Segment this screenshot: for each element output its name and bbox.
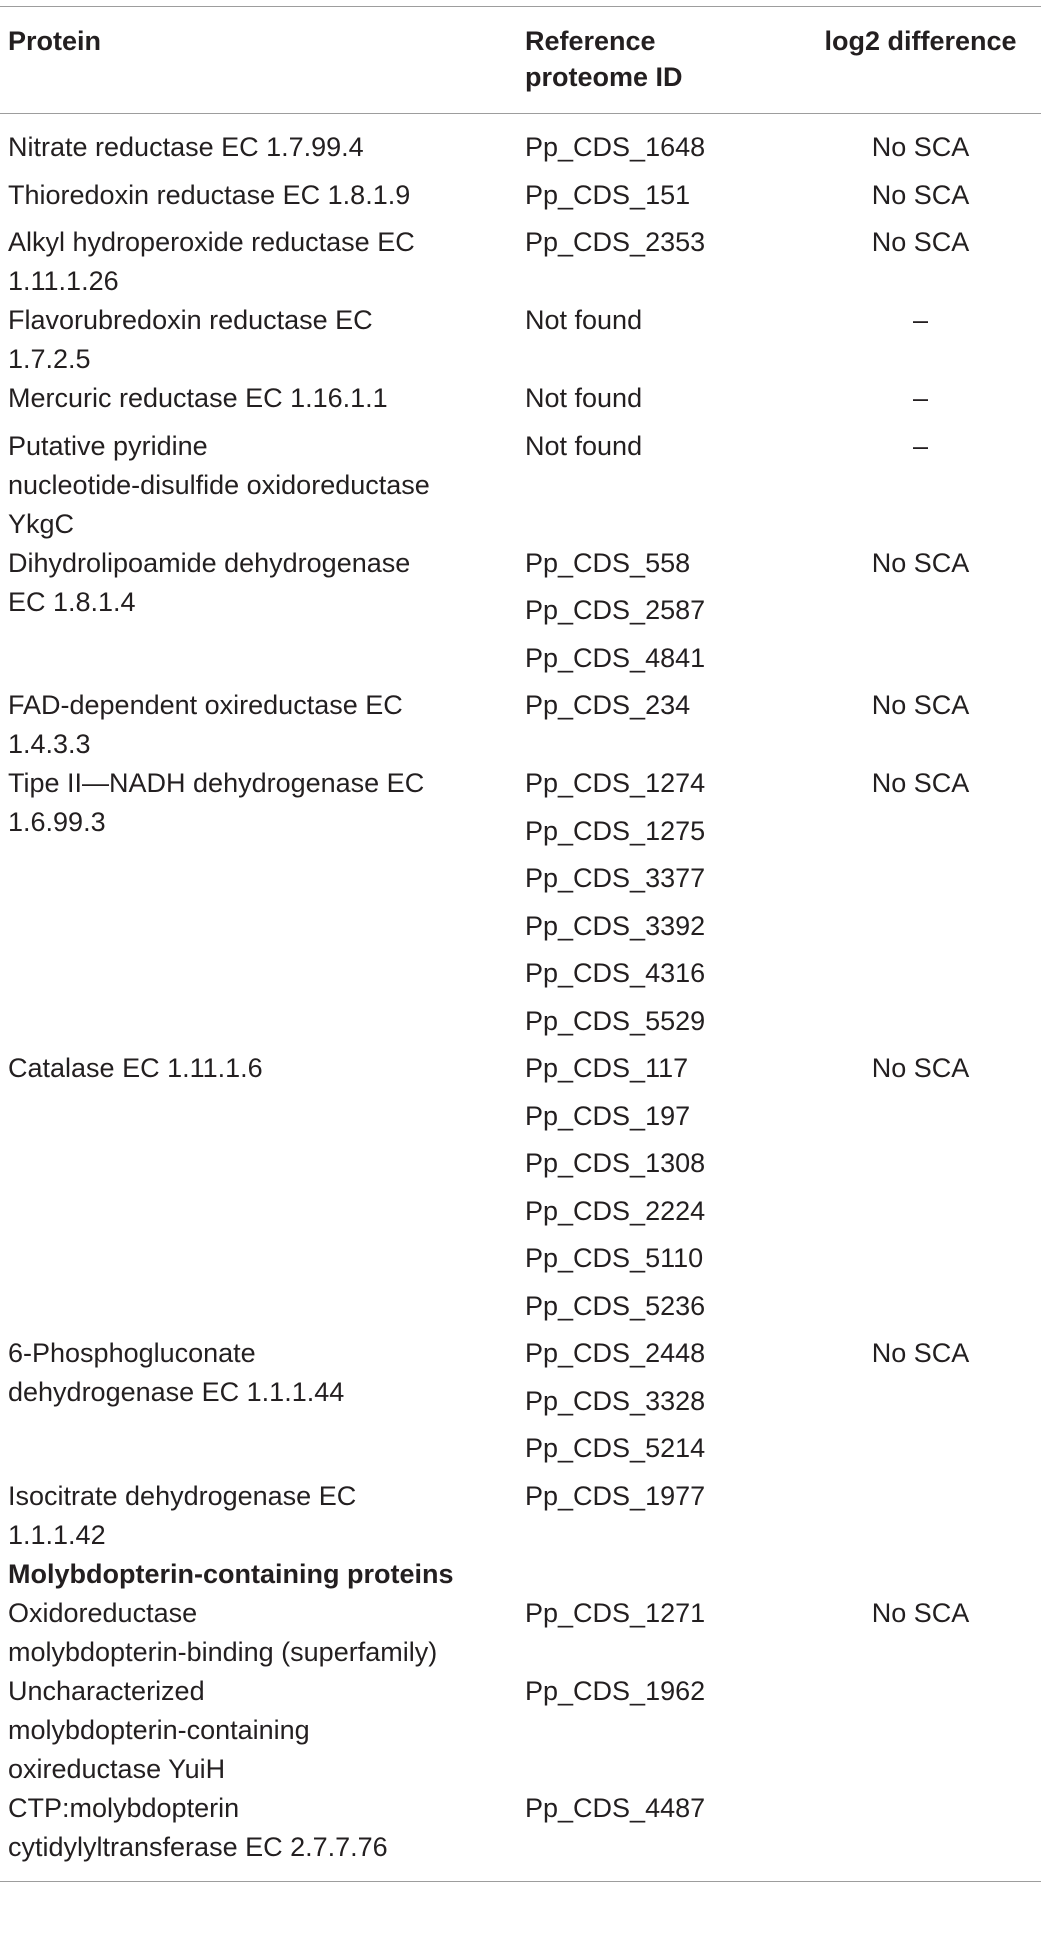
log2-difference-value: No SCA bbox=[871, 547, 970, 578]
reference-id: Pp_CDS_1977 bbox=[525, 1480, 706, 1511]
reference-id: Pp_CDS_1271 bbox=[525, 1597, 706, 1628]
protein-cell bbox=[0, 1594, 517, 1672]
protein-cell bbox=[0, 1477, 517, 1555]
reference-id-cell bbox=[517, 1789, 800, 1882]
log2-difference-cell bbox=[800, 686, 1041, 764]
table-row bbox=[0, 427, 1041, 544]
log2-difference-value: – bbox=[912, 383, 929, 413]
reference-id: Not found bbox=[525, 383, 643, 413]
protein-cell bbox=[0, 544, 517, 687]
protein-name-line: CTP:molybdopterin bbox=[8, 1792, 240, 1823]
protein-name-line: 1.7.2.5 bbox=[8, 344, 91, 374]
protein-name-line: FAD-dependent oxireductase EC bbox=[8, 690, 403, 720]
log2-difference-cell bbox=[800, 544, 1041, 687]
table-header bbox=[0, 7, 1041, 114]
reference-id: Pp_CDS_4316 bbox=[525, 958, 706, 988]
reference-id-cell bbox=[517, 223, 800, 301]
reference-id-cell bbox=[517, 1049, 800, 1334]
data-table-container bbox=[0, 6, 1041, 1882]
protein-name-line: Tipe II—NADH dehydrogenase EC bbox=[8, 768, 425, 798]
reference-id: Pp_CDS_1274 bbox=[525, 768, 706, 798]
table-row bbox=[0, 1334, 1041, 1477]
reference-id-cell bbox=[517, 427, 800, 544]
table-body bbox=[0, 114, 1041, 1882]
log2-difference-cell bbox=[800, 1477, 1041, 1555]
reference-id: Pp_CDS_3392 bbox=[525, 910, 706, 941]
log2-difference-value: No SCA bbox=[871, 690, 970, 720]
reference-id-cell bbox=[517, 176, 800, 224]
reference-id: Pp_CDS_558 bbox=[525, 547, 691, 578]
table-row bbox=[0, 1477, 1041, 1555]
protein-name-line: Thioredoxin reductase EC 1.8.1.9 bbox=[8, 179, 411, 210]
protein-cell bbox=[0, 764, 517, 1049]
reference-id: Pp_CDS_1962 bbox=[525, 1675, 706, 1706]
protein-cell bbox=[0, 1049, 517, 1334]
table-row bbox=[0, 544, 1041, 687]
protein-cell bbox=[0, 1334, 517, 1477]
reference-id: Pp_CDS_197 bbox=[525, 1100, 691, 1131]
reference-id: Pp_CDS_1275 bbox=[525, 815, 706, 846]
log2-difference-cell bbox=[800, 176, 1041, 224]
header-log2-label: log2 difference bbox=[824, 26, 1017, 56]
protein-name-line: Nitrate reductase EC 1.7.99.4 bbox=[8, 132, 364, 162]
protein-name-line: oxireductase YuiH bbox=[8, 1753, 226, 1784]
reference-id: Pp_CDS_234 bbox=[525, 690, 691, 720]
table-row bbox=[0, 686, 1041, 764]
log2-difference-value: – bbox=[912, 305, 929, 335]
log2-difference-value: – bbox=[912, 430, 929, 461]
protein-cell bbox=[0, 114, 517, 176]
protein-name-line: Oxidoreductase bbox=[8, 1597, 198, 1628]
reference-id: Pp_CDS_2353 bbox=[525, 227, 706, 257]
reference-id: Pp_CDS_1308 bbox=[525, 1148, 706, 1178]
protein-name-line: YkgC bbox=[8, 508, 75, 539]
reference-id-cell bbox=[517, 1477, 800, 1555]
reference-id-cell bbox=[517, 686, 800, 764]
table-row bbox=[0, 176, 1041, 224]
protein-name-line: Catalase EC 1.11.1.6 bbox=[8, 1053, 263, 1083]
table-row bbox=[0, 1672, 1041, 1789]
header-log2-difference bbox=[800, 7, 1041, 114]
reference-id-cell bbox=[517, 1334, 800, 1477]
log2-difference-cell bbox=[800, 1334, 1041, 1477]
reference-id: Pp_CDS_1648 bbox=[525, 132, 706, 162]
table-row bbox=[0, 1789, 1041, 1882]
header-reference-line2: proteome ID bbox=[525, 62, 683, 92]
reference-id: Pp_CDS_5214 bbox=[525, 1433, 706, 1463]
reference-id-cell bbox=[517, 1672, 800, 1789]
reference-id-cell bbox=[517, 379, 800, 427]
log2-difference-cell bbox=[800, 1594, 1041, 1672]
reference-id: Pp_CDS_4841 bbox=[525, 642, 706, 673]
reference-id-cell bbox=[517, 1594, 800, 1672]
section-header-row bbox=[0, 1555, 1041, 1594]
protein-name-line: Mercuric reductase EC 1.16.1.1 bbox=[8, 383, 388, 413]
reference-id: Pp_CDS_3328 bbox=[525, 1385, 706, 1416]
protein-name-line: Flavorubredoxin reductase EC bbox=[8, 305, 373, 335]
reference-id-cell bbox=[517, 544, 800, 687]
log2-difference-value: No SCA bbox=[871, 179, 970, 210]
log2-difference-value: No SCA bbox=[871, 1053, 970, 1083]
reference-id-cell bbox=[517, 301, 800, 379]
log2-difference-cell bbox=[800, 1672, 1041, 1789]
log2-difference-cell bbox=[800, 764, 1041, 1049]
header-protein-label: Protein bbox=[8, 26, 102, 56]
protein-name-line: molybdopterin-binding (superfamily) bbox=[8, 1636, 438, 1667]
protein-name-line: 1.11.1.26 bbox=[8, 266, 119, 296]
table-row bbox=[0, 301, 1041, 379]
protein-name-line: EC 1.8.1.4 bbox=[8, 586, 136, 617]
log2-difference-cell bbox=[800, 427, 1041, 544]
header-reference-line1: Reference bbox=[525, 26, 656, 56]
log2-difference-cell bbox=[800, 379, 1041, 427]
reference-id: Pp_CDS_151 bbox=[525, 179, 691, 210]
log2-difference-cell bbox=[800, 1789, 1041, 1882]
protein-cell bbox=[0, 223, 517, 301]
log2-difference-cell bbox=[800, 1049, 1041, 1334]
protein-name-line: Dihydrolipoamide dehydrogenase bbox=[8, 547, 411, 578]
protein-cell bbox=[0, 686, 517, 764]
header-row bbox=[0, 7, 1041, 114]
reference-id: Pp_CDS_5236 bbox=[525, 1290, 706, 1321]
reference-id: Pp_CDS_5110 bbox=[525, 1243, 704, 1273]
reference-id: Pp_CDS_2587 bbox=[525, 595, 706, 625]
table-row bbox=[0, 1049, 1041, 1334]
protein-cell bbox=[0, 301, 517, 379]
protein-name-line: cytidylyltransferase EC 2.7.7.76 bbox=[8, 1831, 388, 1862]
log2-difference-cell bbox=[800, 114, 1041, 176]
protein-name-line: Uncharacterized bbox=[8, 1675, 205, 1706]
header-reference-id bbox=[517, 7, 800, 114]
protein-name-line: 1.1.1.42 bbox=[8, 1519, 106, 1550]
reference-id: Pp_CDS_4487 bbox=[525, 1792, 706, 1823]
reference-id: Not found bbox=[525, 305, 643, 335]
section-title: Molybdopterin-containing proteins bbox=[8, 1558, 454, 1589]
protein-cell bbox=[0, 427, 517, 544]
reference-id: Pp_CDS_2224 bbox=[525, 1195, 706, 1226]
table-row bbox=[0, 764, 1041, 1049]
reference-id: Pp_CDS_5529 bbox=[525, 1005, 706, 1036]
protein-name-line: dehydrogenase EC 1.1.1.44 bbox=[8, 1377, 345, 1407]
log2-difference-value: No SCA bbox=[871, 1338, 970, 1368]
table-row bbox=[0, 114, 1041, 176]
protein-cell bbox=[0, 176, 517, 224]
log2-difference-cell bbox=[800, 223, 1041, 301]
protein-name-line: 6-Phosphogluconate bbox=[8, 1338, 256, 1368]
log2-difference-value: No SCA bbox=[871, 132, 970, 162]
log2-difference-cell bbox=[800, 301, 1041, 379]
protein-name-line: Alkyl hydroperoxide reductase EC bbox=[8, 227, 415, 257]
reference-id: Not found bbox=[525, 430, 643, 461]
reference-id-cell bbox=[517, 764, 800, 1049]
protein-name-line: Isocitrate dehydrogenase EC bbox=[8, 1480, 357, 1511]
protein-cell bbox=[0, 1789, 517, 1882]
reference-id-cell bbox=[517, 114, 800, 176]
protein-cell bbox=[0, 379, 517, 427]
reference-id: Pp_CDS_2448 bbox=[525, 1338, 706, 1368]
protein-name-line: molybdopterin-containing bbox=[8, 1714, 310, 1745]
log2-difference-value: No SCA bbox=[871, 1597, 970, 1628]
protein-name-line: nucleotide-disulfide oxidoreductase bbox=[8, 469, 430, 500]
table-row bbox=[0, 1594, 1041, 1672]
log2-difference-value: No SCA bbox=[871, 227, 970, 257]
protein-table bbox=[0, 6, 1041, 1882]
log2-difference-value: No SCA bbox=[871, 768, 970, 798]
protein-name-line: Putative pyridine bbox=[8, 430, 208, 461]
table-row bbox=[0, 223, 1041, 301]
header-protein bbox=[0, 7, 517, 114]
reference-id: Pp_CDS_3377 bbox=[525, 863, 706, 893]
reference-id: Pp_CDS_117 bbox=[525, 1053, 689, 1083]
protein-name-line: 1.4.3.3 bbox=[8, 729, 91, 759]
protein-cell bbox=[0, 1672, 517, 1789]
protein-name-line: 1.6.99.3 bbox=[8, 807, 106, 837]
table-row bbox=[0, 379, 1041, 427]
